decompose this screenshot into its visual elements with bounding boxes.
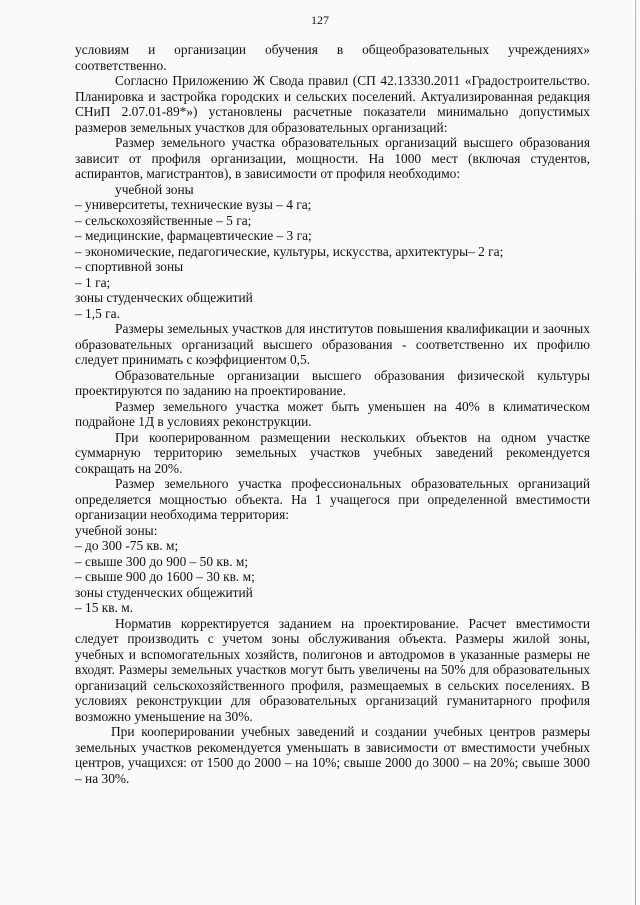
paragraph-p7: – медицинские, фармацевтические – 3 га; (75, 228, 312, 243)
paragraph-p20: – свыше 300 до 900 – 50 кв. м; (75, 553, 249, 569)
paragraph-p17: Размер земельного участка профессиональных образовательных организаций определяется мощностью объекта. На 1 учащегося при определенной вместимости организации необходима территория: (75, 476, 590, 522)
paragraph-p25: При кооперировании учебных заведений и создании учебных центров размеры земельных участков рекомендуется уменьшать в зависимости от вместимости учебных центров, учащихся: от 1500 до 2000 – на 10%; свыше 2000 до 3000 – на 20%; свыше 3000 – на 30%. (75, 724, 590, 786)
paragraph-p8: – экономические, педагогические, культуры, искусства, архитектуры– 2 га; (75, 243, 504, 259)
paragraph-p2: Согласно Приложению Ж Свода правил (СП 42.13330.2011 «Градостроительство. Планировка и застройка городских и сельских поселений. Актуализированная редакция СНиП 2.07.01-89*») установлены расчетные показатели минимально допустимых размеров земельных участков для образовательных организаций: (75, 73, 590, 135)
paragraph-p19: – до 300 -75 кв. м; (75, 538, 179, 553)
paragraph-p11: зоны студенческих общежитий (75, 290, 253, 305)
paragraph-p15: Размер земельного участка может быть уменьшен на 40% в климатическом подрайоне 1Д в условиях реконструкции. (75, 398, 590, 429)
paragraph-p18: учебной зоны: (75, 522, 158, 538)
paragraph-p13: Размеры земельных участков для институтов повышения квалификации и заочных образовательных организаций высшего образования - соответственно их профилю следует принимать с коэффициентом 0,5. (75, 321, 590, 367)
paragraph-p1: условиям и организации обучения в общеобразовательных учреждениях» соответственно. (75, 42, 590, 73)
paragraph-p22: зоны студенческих общежитий (75, 584, 253, 600)
scan-edge-line (635, 0, 636, 905)
paragraph-p4: учебной зоны (115, 181, 194, 197)
paragraph-p3: Размер земельного участка образовательных организаций высшего образования зависит от профиля организации, мощности. На 1000 мест (включая студентов, аспирантов, магистрантов), в зависимости от профиля необходимо: (75, 135, 590, 181)
paragraph-p10: – 1 га; (75, 274, 111, 290)
paragraph-p14: Образовательные организации высшего образования физической культуры проектируются по заданию на проектирование. (75, 367, 590, 398)
paragraph-p24: Норматив корректируется заданием на проектирование. Расчет вместимости следует производить с учетом зоны обслуживания объекта. Размеры жилой зоны, учебных и вспомогательных хозяйств, полигонов и автодромов в указанные размеры не входят. Размеры земельных участков могут быть увеличены на 50% для образовательных организаций сельскохозяйственного профиля, размещаемых в сельских поселениях. В условиях реконструкции для образовательных организаций гуманитарного профиля возможно уменьшение на 30%. (75, 615, 590, 724)
document-body (75, 42, 590, 786)
paragraph-p16: При кооперированном размещении нескольких объектов на одном участке суммарную территорию земельных участков учебных заведений рекомендуется сокращать на 20%. (75, 429, 590, 476)
paragraph-p9: – спортивной зоны (75, 259, 184, 274)
page-number: 127 (311, 13, 329, 27)
paragraph-p12: – 1,5 га. (75, 305, 120, 321)
paragraph-p23: – 15 кв. м. (75, 600, 134, 615)
paragraph-p5: – университеты, технические вузы – 4 га; (75, 197, 312, 212)
paragraph-p21: – свыше 900 до 1600 – 30 кв. м; (75, 569, 255, 584)
paragraph-p6: – сельскохозяйственные – 5 га; (75, 212, 252, 228)
